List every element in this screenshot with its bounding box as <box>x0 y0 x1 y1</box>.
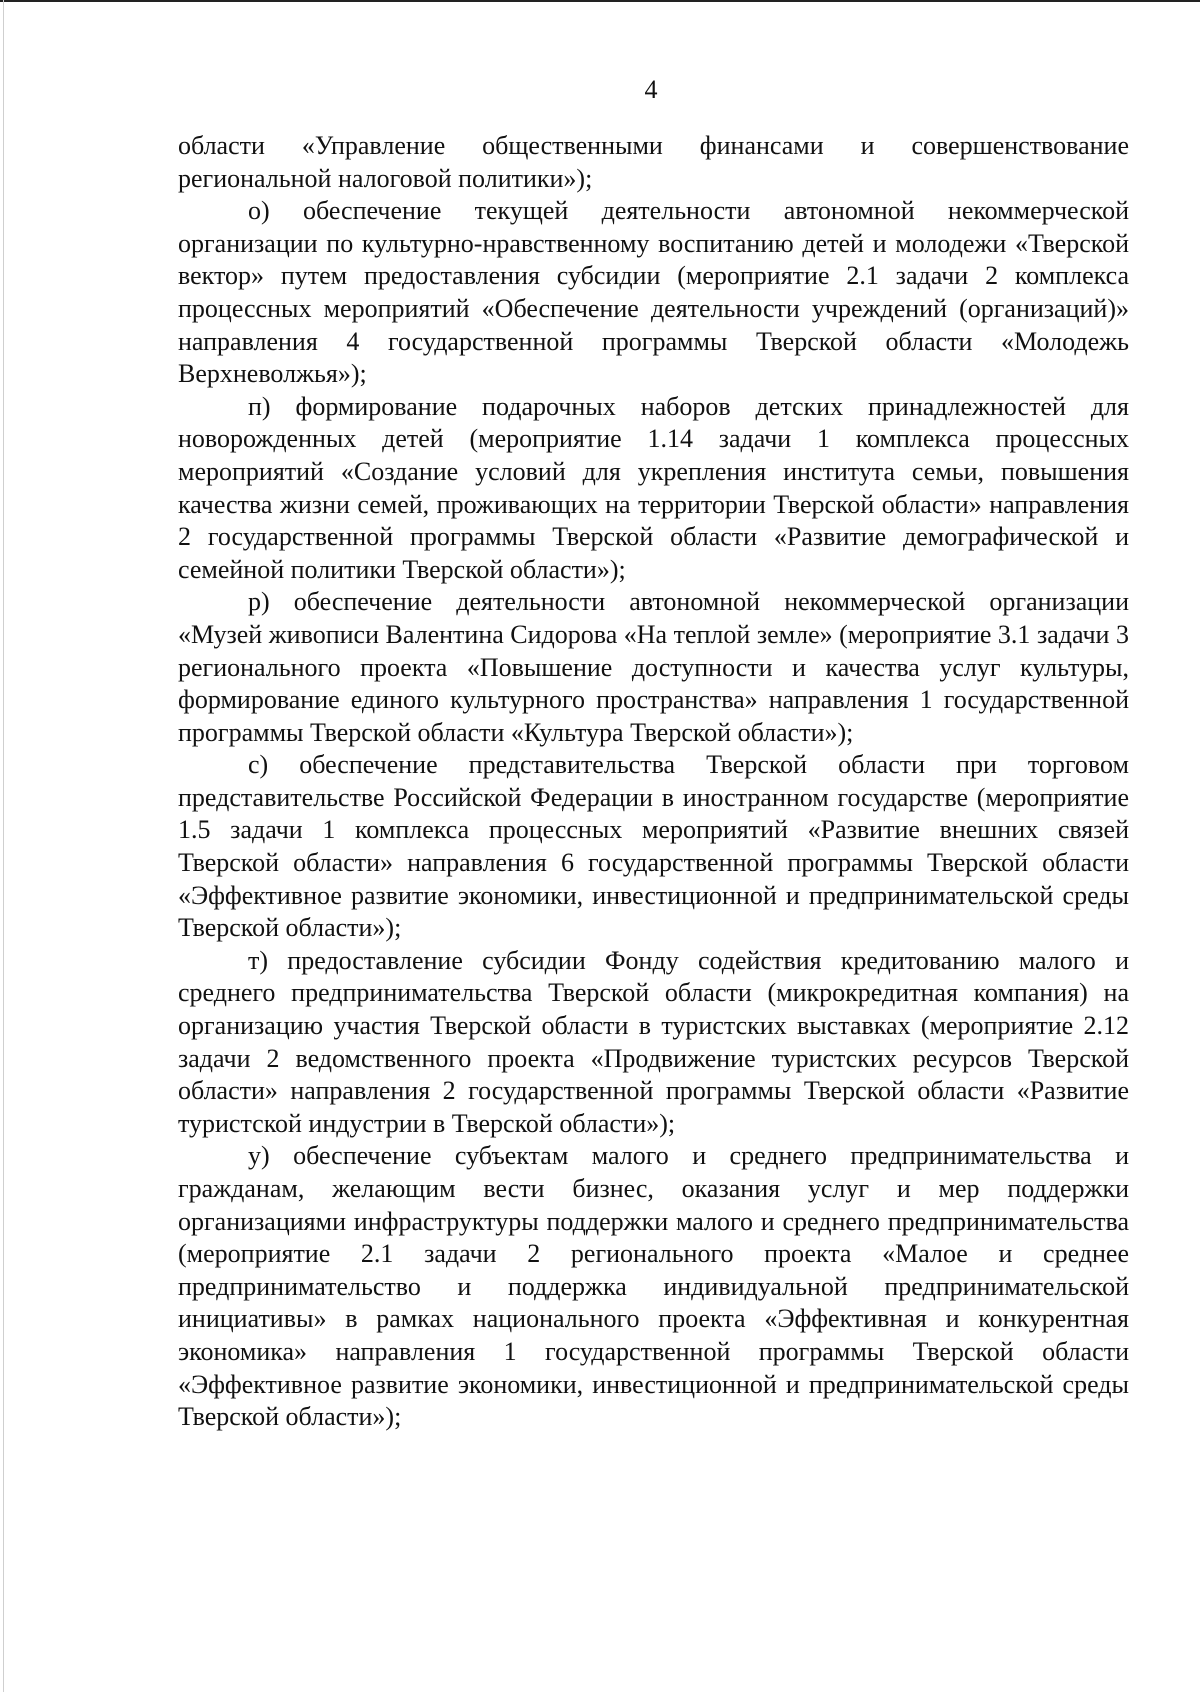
paragraph-item-p: п) формирование подарочных наборов детских принадлежностей для новорожденных детей (мероприятие 1.14 задачи 1 комплекса процессных мероприятий «Создание условий для укрепления института семьи, повышения качества жизни семей, проживающих на территории Тверской области» направления 2 государственной программы Тверской области «Развитие демографической и семейной политики Тверской области»); <box>178 391 1129 584</box>
paragraph-item-o: о) обеспечение текущей деятельности автономной некоммерческой организации по культурно-нравственному воспитанию детей и молодежи «Тверской вектор» путем предоставления субсидии (мероприятие 2.1 задачи 2 комплекса процессных мероприятий «Обеспечение деятельности учреждений (организаций)» направления 4 государственной программы Тверской области «Молодежь Верхневолжья»); <box>178 196 1129 389</box>
paragraph-continuation: области «Управление общественными финансами и совершенствование региональной налоговой политики»); <box>178 131 1129 193</box>
paragraph-item-s: с) обеспечение представительства Тверской области при торговом представительстве Российской Федерации в иностранном государстве (мероприятие 1.5 задачи 1 комплекса процессных мероприятий «Развитие внешних связей Тверской области» направления 6 государственной программы Тверской области «Эффективное развитие экономики, инвестиционной и предпринимательской среды Тверской области»); <box>178 750 1129 943</box>
page-number: 4 <box>644 75 658 104</box>
paragraph-item-t: т) предоставление субсидии Фонду содействия кредитованию малого и среднего предпринимательства Тверской области (микрокредитная компания) на организацию участия Тверской области в туристских выставках (мероприятие 2.12 задачи 2 ведомственного проекта «Продвижение туристских ресурсов Тверской области» направления 2 государственной программы Тверской области «Развитие туристской индустрии в Тверской области»); <box>178 945 1129 1138</box>
paragraph-item-u: у) обеспечение субъектам малого и среднего предпринимательства и гражданам, желающим вести бизнес, оказания услуг и мер поддержки организациями инфраструктуры поддержки малого и среднего предпринимательства (мероприятие 2.1 задачи 2 регионального проекта «Малое и среднее предпринимательство и поддержка индивидуальной предпринимательской инициативы» в рамках национального проекта «Эффективная и конкурентная экономика» направления 1 государственной программы Тверской области «Эффективное развитие экономики, инвестиционной и предпринимательской среды Тверской области»); <box>178 1141 1129 1432</box>
left-scan-edge <box>3 0 4 1692</box>
paragraph-item-r: р) обеспечение деятельности автономной некоммерческой организации «Музей живописи Валентина Сидорова «На теплой земле» (мероприятие 3.1 задачи 3 регионального проекта «Повышение доступности и качества услуг культуры, формирование единого культурного пространства» направления 1 государственной программы Тверской области «Культура Тверской области»); <box>178 587 1129 747</box>
top-border-line <box>0 0 1200 2</box>
document-body <box>178 130 1129 1434</box>
